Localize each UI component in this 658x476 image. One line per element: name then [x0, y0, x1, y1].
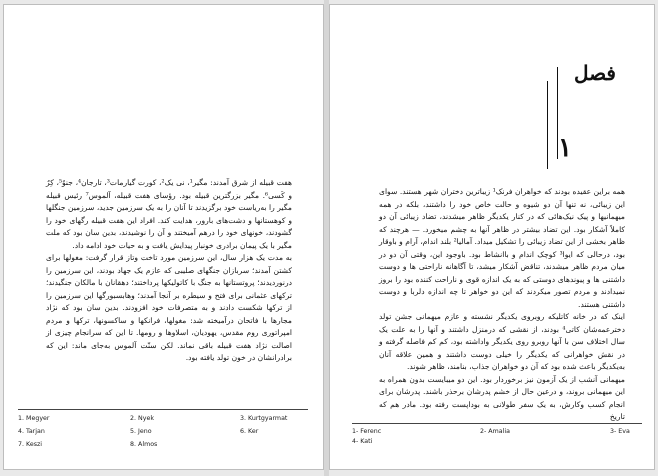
- chapter-heading: فصل: [573, 61, 616, 85]
- footnote-7: 7. Keszi: [18, 441, 43, 448]
- footnote-6: 6. Ker: [240, 428, 259, 435]
- left-body-text: [46, 177, 292, 365]
- left-page: [3, 4, 324, 470]
- book-spread: [3, 0, 655, 476]
- right-paragraph-3: میهمانی آنشب از یک آزمون نیز برخوردار بود. این دو میبایست بدون همراه به این میهمانی بروند، و درعین حال از خشم پدرشان برحذر باشند. پدرشان برای انجام کسب وکارش، به یک سفر طولانی به بوداپست رفته بود. مادر هم که تاریخ: [379, 374, 625, 421]
- chapter-number: ١: [558, 133, 572, 163]
- footnote-3: 3. Kurtgyarmat: [240, 415, 288, 422]
- footnote-8: 8. Almos: [130, 441, 158, 448]
- left-paragraph-2: به مدت یک هزار سال، این سرزمین مورد تاخت وتاز قرار گرفت: مغولها برای کشتن آمدند؛ سربازان جنگهای صلیبی که عازم یک جهاد بودند، این سرزمین را درنوردیدند؛ پروتستانها به جنگ با کاتولیکها پرداختند؛ دهقانان با مالکان جنگیدند؛ ترکهای عثمانی برای فتح و سیطره بر آنجا آمدند؛ وهابسبورگها این سرزمین را از ترکها شکست دادند و به متصرفات خود افزودند. بدین سان بود که نژاد مجارها با فاتحان درآمیخته شد: مغولها، فرانکها و ساکسونها، ترکها و مردم امپراتوری روم مقدس، یهودیان، اسلاوها و رومها. تا این که سرانجام چیزی از اصالت نژاد هفت قبیله باقی نماند. لکن سنّت آلموس به‌جای ماند: این که برادرانشان در خون تولد یافته بود.: [46, 253, 292, 362]
- footnote-1: 1- Ferenc: [352, 428, 382, 435]
- chapter-rule: [547, 81, 549, 169]
- footnote-1: 1. Megyer: [18, 415, 50, 422]
- right-paragraph-1: همه براین عقیده بودند که خواهران فرنک¹ زیباترین دختران شهر هستند. سوای این زیبائی، نه تنها آن دو شیوه و حالت خاص خود را داشتند، بلکه در همه میهمانیها و پیک نیک‌هائی که در کنار یکدیگر ظاهر میشدند، تضاد زیبائی آن دو کاملاً آشکار بود. این تضاد بیشتر در ظاهر آنها به چشم میخورد. — هرچند که ظاهر بخشی از این تضاد زیبائی را تشکیل میداد. آمالیا² بلند اندام، آرام و باوقار بود، درحالی که ایوا³ کوچک اندام و باانشاط بود. باوجود این، وقتی آن دو در میان مردم ظاهر میشدند، تناقض آشکار میشد، تا آگاهانه ناراحتی ها و دوست داشتنی ها و پیوندهای دوستی که به یک اندازه قوی و ناراحت کننده بود را بروز نمیدادند و مردم تصور میکردند که این دو خواهر تا چه اندازه دلربا و دوست داشتنی هستند.: [379, 187, 626, 309]
- footnote-2: 2- Amalia: [480, 428, 510, 435]
- footnote-3: 3- Eva: [610, 428, 630, 435]
- footnote-4: 4. Tarjan: [18, 428, 45, 435]
- footnote-rule: [18, 409, 308, 410]
- right-page: [329, 4, 655, 470]
- footnote-2: 2. Nyek: [130, 415, 154, 422]
- footnote-5: 5. Jeno: [130, 428, 152, 435]
- footnote-4: 4- Kati: [352, 438, 373, 445]
- right-body-text: [379, 186, 625, 424]
- footnote-rule: [352, 423, 642, 424]
- right-paragraph-2: اینک که در خانه کاتلیکه روبروی یکدیگر نشسته و عازم میهمانی جشن تولد دخترعمه‌شان کاتی⁴ بودند، از نقشی که درمنزل داشتند و آنها را به علت یک سال اختلاف سن با آنها روبرو روی یکدیگر واداشته بود، کم کم فاصله گرفته و در نقش خواهرانی که یکدیگر را خیلی دوست داشتند و همین علاقه آنان به‌یکدیگر باعث شده بود که آن دو خواهران جذاب، بنامند، ظاهر شوند.: [379, 312, 626, 371]
- left-paragraph-1: هفت قبیله از شرق آمدند: مگیر¹، نی یک²، کورت گیارمات³، تارجان⁴، جنوٌ⁵، کِرٌ و کَسی⁶. مگیر بزرگترین قبیله بود. رؤسای هفت قبیله، آلموس⁷ رئیس قبیله مگیر را به‌ریاست خود برگزیدند تا آنان را به یک سرزمین جدید، سرزمین جنگلها و کوهستانها و دشت‌های بارور، هدایت کند. افراد این هفت قبیله رگهای خود را گشودند، خونهای خود را درهم آمیختند و آن را نوشیدند، بدین سان بود که ملت مگیر با یک پیمان برادری خونبار پیدایش یافت و به حیات خود ادامه داد.: [46, 178, 292, 250]
